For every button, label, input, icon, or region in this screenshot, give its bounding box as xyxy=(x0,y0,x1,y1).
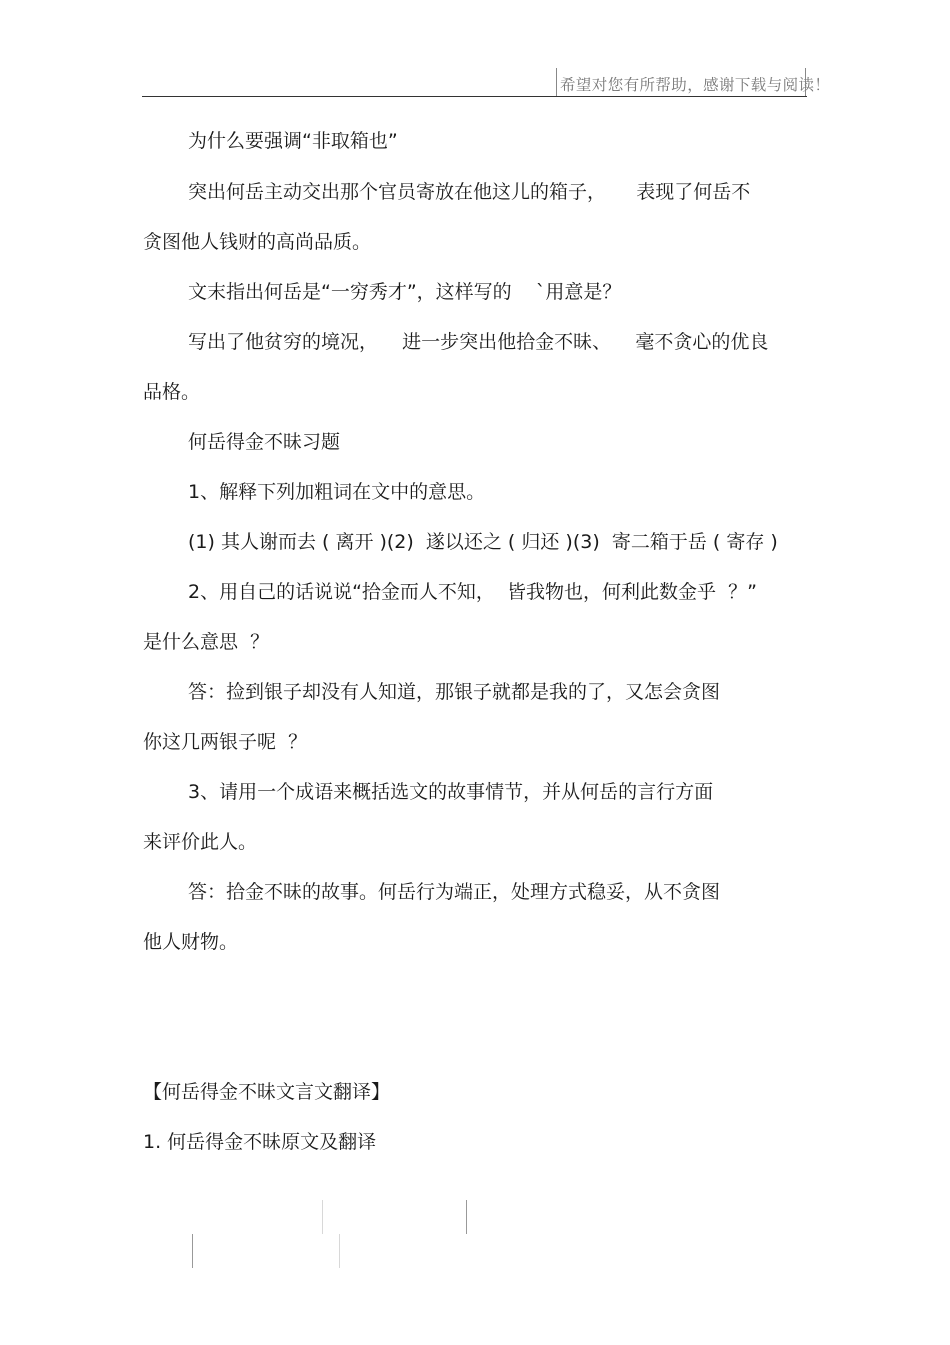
exercise-q2-line-2: 是什么意思 ？ xyxy=(143,631,270,653)
answer-intent-line-2: 品格。 xyxy=(143,381,201,403)
exercise-q2-line-1: 2、用自己的话说说“拾金而人不知， 皆我物也，何利此数金乎 ？” xyxy=(188,581,757,603)
exercise-q3-answer-line-2: 他人财物。 xyxy=(143,931,239,953)
question-intent: 文末指出何岳是“一穷秀才”，这样写的 `用意是？ xyxy=(188,281,622,303)
section-heading: 【何岳得金不昧文言文翻译】 xyxy=(143,1081,391,1103)
question-emphasis: 为什么要强调“非取箱也” xyxy=(188,130,398,152)
table-border-fragment xyxy=(322,1200,323,1234)
exercise-q3-answer-line-1: 答：拾金不昧的故事。何岳行为端正，处理方式稳妥，从不贪图 xyxy=(188,881,721,903)
exercise-title: 何岳得金不昧习题 xyxy=(188,431,341,453)
exercise-q2-answer-line-1: 答：捡到银子却没有人知道，那银子就都是我的了，又怎会贪图 xyxy=(188,681,721,703)
exercise-q2-answer-line-2: 你这几两银子呢 ？ xyxy=(143,731,308,753)
header-note: 希望对您有所帮助，感谢下载与阅读！ xyxy=(560,76,831,94)
answer-emphasis-line-1: 突出何岳主动交出那个官员寄放在他这儿的箱子， 表现了何岳不 xyxy=(188,181,751,203)
exercise-q1: 1、解释下列加粗词在文中的意思。 xyxy=(188,481,486,503)
exercise-q1-answers: (1) 其人谢而去 ( 离开 )(2) 遂以还之 ( 归还 )(3) 寄二箱于岳 ( 寄存 ) xyxy=(188,531,778,553)
subsection-heading: 1. 何岳得金不昧原文及翻译 xyxy=(143,1131,377,1153)
answer-intent-line-1: 写出了他贫穷的境况， 进一步突出他拾金不昧、 毫不贪心的优良 xyxy=(188,331,769,353)
header-rule xyxy=(142,96,807,97)
answer-emphasis-line-2: 贪图他人钱财的高尚品质。 xyxy=(143,231,372,253)
table-border-fragment xyxy=(466,1200,467,1234)
table-border-fragment xyxy=(192,1234,193,1268)
exercise-q3-line-1: 3、请用一个成语来概括选文的故事情节，并从何岳的言行方面 xyxy=(188,781,714,803)
exercise-q3-line-2: 来评价此人。 xyxy=(143,831,258,853)
table-border-fragment xyxy=(339,1234,340,1268)
